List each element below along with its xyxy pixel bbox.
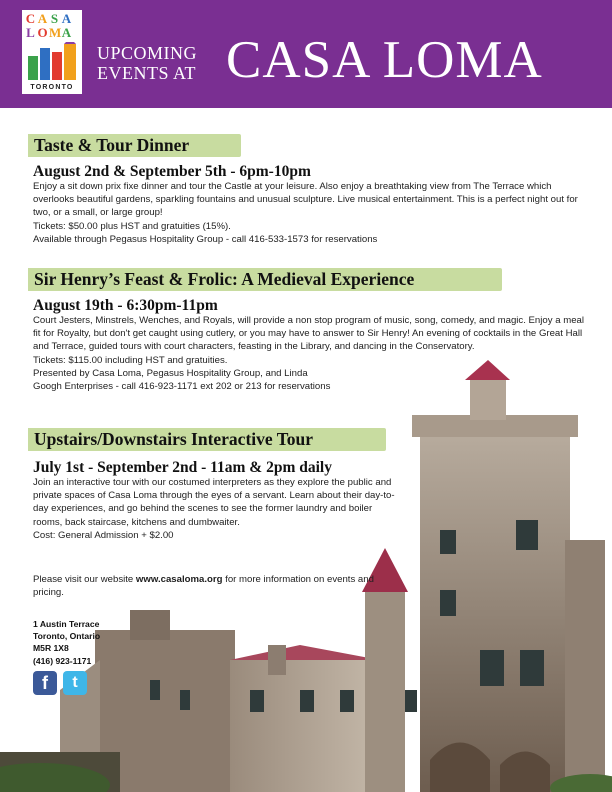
logo-letter: L (26, 25, 36, 40)
event-line: Presented by Casa Loma, Pegasus Hospitality Group, and Linda (33, 367, 308, 379)
twitter-icon[interactable]: t (63, 671, 87, 695)
header-subtitle-line1: UPCOMING (97, 43, 198, 63)
logo-letter: C (25, 11, 37, 26)
event-description (33, 180, 591, 246)
event-date: August 19th - 6:30pm-11pm (33, 297, 218, 314)
logo-letter: A (61, 11, 73, 26)
event-line: Cost: General Admission + $2.00 (33, 529, 174, 541)
header-banner (0, 0, 612, 108)
logo-letter: A (37, 11, 49, 26)
event-line: Tickets: $50.00 plus HST and gratuities (15%). (33, 220, 231, 232)
social-links (33, 671, 93, 697)
header-subtitle (97, 43, 227, 83)
website-link[interactable]: www.casaloma.org (135, 574, 223, 585)
logo-letter: S (50, 11, 60, 26)
casa-loma-logo (22, 10, 82, 94)
logo-letter: O (37, 25, 49, 40)
address-block (33, 618, 143, 667)
logo-letters (25, 12, 79, 40)
event-line: Googh Enterprises - call 416-923-1171 ext 202 or 213 for reservations (33, 381, 331, 393)
event-date: July 1st - September 2nd - 11am & 2pm daily (33, 459, 332, 476)
header-title: CASA LOMA (226, 31, 543, 89)
website-text: for more information on events and pricing. (33, 574, 374, 598)
event-line: Enjoy a sit down prix fixe dinner and tour the Castle at your leisure. Also enjoy a breathtaking view from The Terrace which overlooks beautiful gardens, sparkling fountains and unusual sculpture. Live musical entertainment. This is a perfect night out for two, or a small, or large group! (33, 181, 578, 219)
event-title: Taste & Tour Dinner (28, 134, 241, 157)
address-line: M5R 1X8 (33, 643, 69, 654)
event-line: Available through Pegasus Hospitality Group - call 416-533-1573 for reservations (33, 233, 378, 245)
event-description (33, 314, 593, 393)
phone-number: (416) 923-1171 (33, 655, 92, 666)
event-line: Court Jesters, Minstrels, Wenches, and Royals, will provide a non stop program of music, song, comedy, and magic. Enjoy a meal fit for Royalty, but don't get caught using cutlery, or you may have to answer to Sir Henry! An evening of cocktails in the Great Hall and Terrace, guided tours with court characters, feasting in the Library, and dancing in the Conservatory. (33, 315, 584, 353)
event-line: Tickets: $115.00 including HST and gratuities. (33, 354, 228, 366)
facebook-icon[interactable]: f (33, 671, 57, 695)
event-description (33, 476, 403, 542)
logo-city: TORONTO (30, 84, 74, 91)
logo-castle-icon (28, 42, 76, 80)
event-title: Upstairs/Downstairs Interactive Tour (28, 428, 386, 451)
website-text: Please visit our website (33, 574, 136, 585)
address-line: Toronto, Ontario (33, 631, 101, 642)
event-line: Join an interactive tour with our costumed interpreters as they explore the public and private spaces of Casa Loma through the eyes of a servant. Learn about their day-to-day experiences, and go behind the scenes to see the former laundry and boiler rooms, back staircase, kitchens and dumbwaiter. (33, 477, 395, 528)
website-note (33, 574, 393, 599)
address-line: 1 Austin Terrace (33, 619, 100, 629)
logo-letter: M (49, 25, 63, 40)
logo-letter: A (61, 25, 73, 40)
event-title: Sir Henry’s Feast & Frolic: A Medieval Experience (28, 268, 502, 291)
event-date: August 2nd & September 5th - 6pm-10pm (33, 163, 311, 180)
header-subtitle-line2: EVENTS AT (97, 63, 196, 83)
